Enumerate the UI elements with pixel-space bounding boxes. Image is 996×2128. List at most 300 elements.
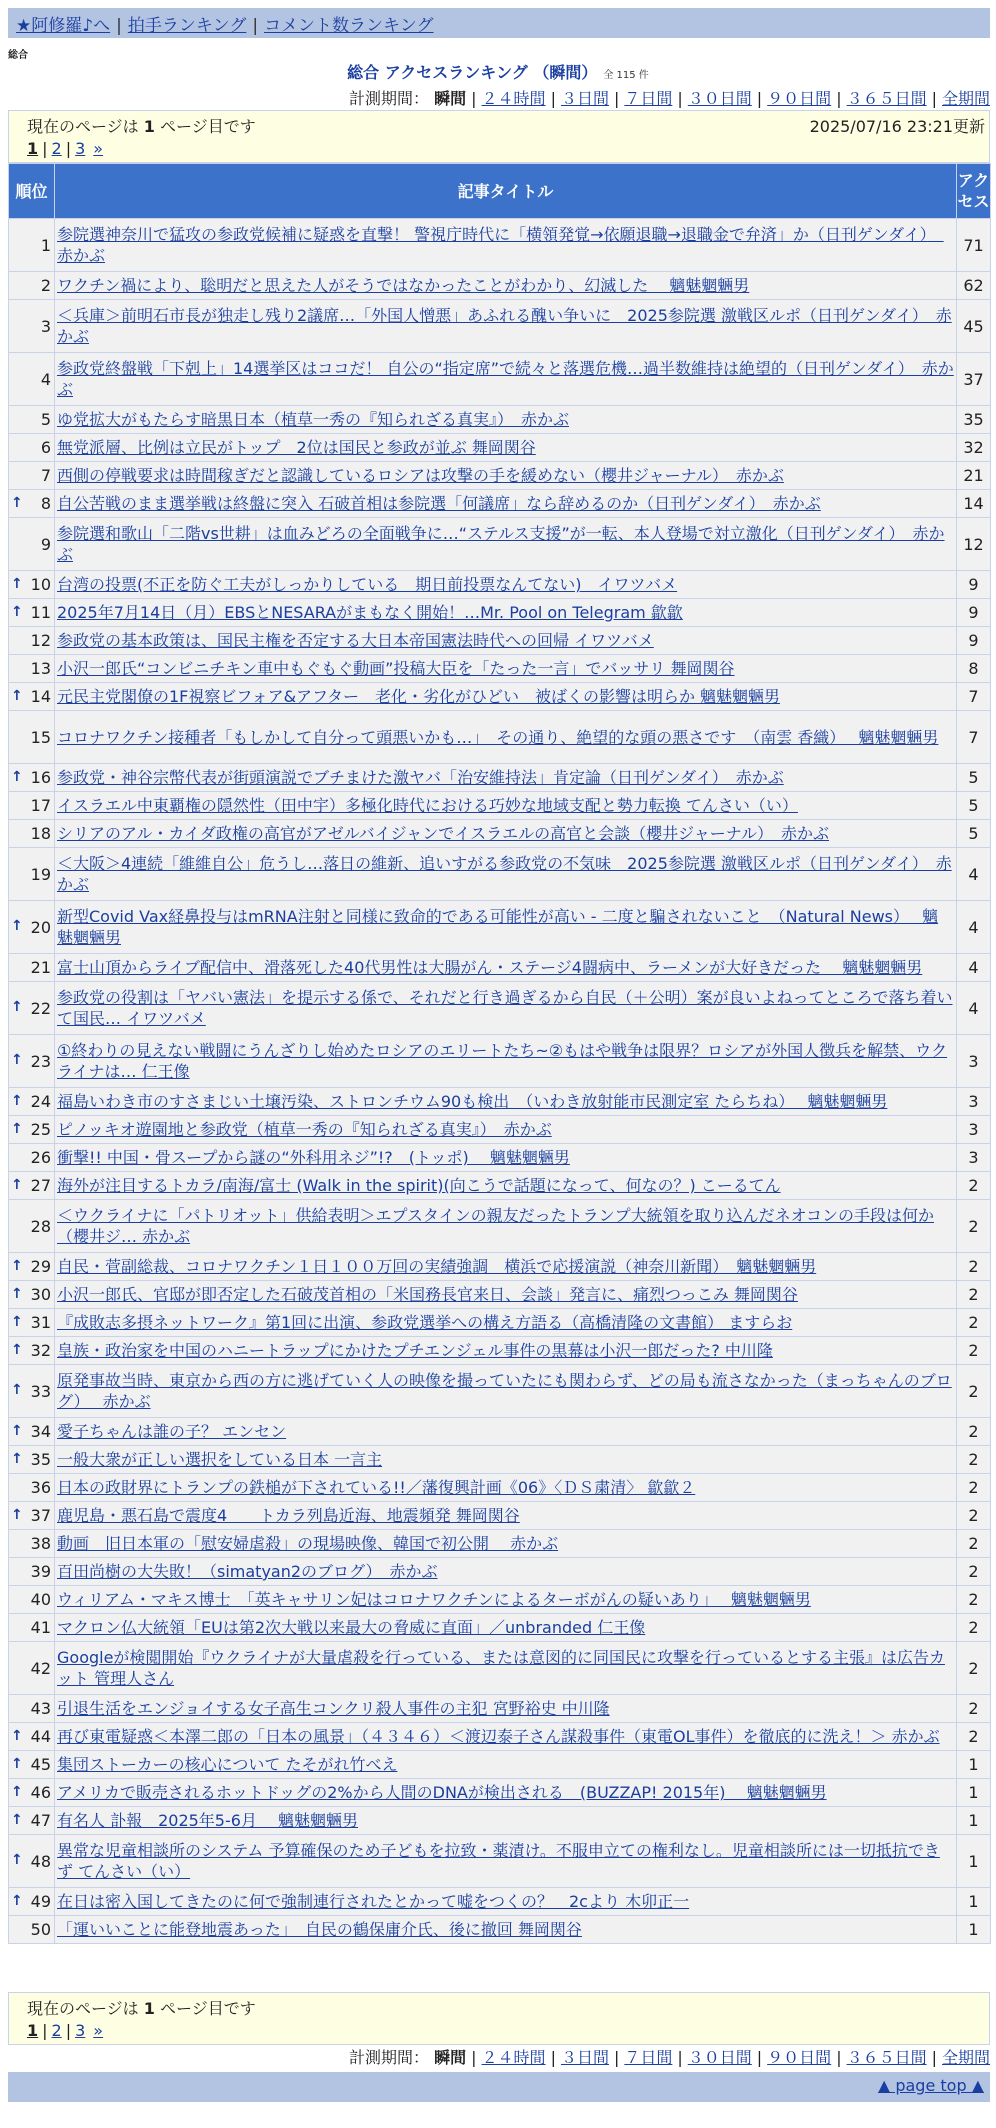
access-count: 45: [957, 300, 991, 353]
up-arrow-icon: ↑: [11, 1450, 23, 1467]
table-row: [9, 1309, 991, 1337]
title-cell: [55, 599, 957, 627]
rank-number: 1: [40, 235, 51, 255]
rank-number: 39: [30, 1562, 51, 1581]
rank-cell: [9, 490, 55, 518]
table-row: [9, 1337, 991, 1365]
up-arrow-icon: ↑: [11, 494, 23, 511]
table-row: [9, 1116, 991, 1144]
rank-cell: [9, 1614, 55, 1642]
rank-number: 40: [30, 1590, 51, 1609]
up-arrow-icon: ↑: [11, 1811, 23, 1828]
table-row: [9, 1365, 991, 1418]
title-cell: [55, 1337, 957, 1365]
rank-cell: [9, 1835, 55, 1888]
ranking-table: [8, 163, 991, 1944]
rank-cell: [9, 518, 55, 571]
table-row: [9, 1502, 991, 1530]
article-link[interactable]: 原発事故当時、東京から西の方に逃げていく人の映像を撮っていたにも関わらず、どの局も流さなかった（まっちゃんのブログ） 赤かぶ: [57, 1371, 952, 1411]
access-count: 7: [957, 683, 991, 711]
rank-number: 36: [30, 1478, 51, 1497]
title-cell: [55, 272, 957, 300]
rank-number: 9: [40, 534, 51, 554]
rank-cell: [9, 683, 55, 711]
up-arrow-icon: ↑: [11, 1422, 23, 1439]
rank-number: 46: [30, 1783, 51, 1802]
rank-number: 48: [30, 1851, 51, 1871]
rank-cell: [9, 272, 55, 300]
access-count: 2: [957, 1530, 991, 1558]
access-count: 1: [957, 1751, 991, 1779]
period-24h-link[interactable]: ２４時間: [481, 89, 546, 108]
rank-cell: [9, 353, 55, 406]
title-cell: [55, 1695, 957, 1723]
comment-ranking-link[interactable]: コメント数ランキング: [264, 16, 434, 36]
table-row: [9, 901, 991, 954]
up-arrow-icon: ↑: [11, 1506, 23, 1523]
rank-number: 19: [30, 864, 51, 884]
period-365d-link[interactable]: ３６５日間: [846, 89, 927, 108]
rank-cell: [9, 954, 55, 982]
up-arrow-icon: ↑: [11, 1257, 23, 1274]
rank-number: 8: [40, 494, 51, 513]
title-cell: [55, 1723, 957, 1751]
page-1-current: 1: [27, 2021, 39, 2040]
title-cell: [55, 434, 957, 462]
next-page-link[interactable]: »: [93, 139, 104, 158]
page-top-link[interactable]: ▲ page top ▲: [877, 2076, 984, 2095]
period-3d-link[interactable]: ３日間: [560, 2048, 609, 2067]
up-arrow-icon: ↑: [11, 687, 23, 704]
rank-number: 5: [40, 410, 51, 429]
updated-timestamp: 2025/07/16 23:21更新: [809, 117, 985, 136]
period-7d-link[interactable]: ７日間: [624, 89, 673, 108]
rank-cell: [9, 599, 55, 627]
article-link[interactable]: 日本の政財界にトランプの鉄槌が下されている!!／藩復興計画《06》〈ＤＳ粛清〉 歙歙２: [57, 1478, 696, 1497]
access-count: 2: [957, 1309, 991, 1337]
article-link[interactable]: 在日は密入国してきたのに何で強制連行されたとかって嘘をつくの？ 2cより 木卯正一: [57, 1892, 690, 1911]
access-count: 2: [957, 1253, 991, 1281]
period-3d-link[interactable]: ３日間: [560, 89, 609, 108]
rank-cell: [9, 1723, 55, 1751]
article-link[interactable]: 新型Covid Vax経鼻投与はmRNA注射と同様に致命的である可能性が高い - 二度と騙されないこと （Natural News） 魑魅魍魎男: [57, 907, 939, 947]
up-arrow-icon: ↑: [11, 1341, 23, 1358]
table-row: [9, 792, 991, 820]
rank-cell: [9, 1916, 55, 1944]
period-selector-bottom: 計測期間： 瞬間 | ２４時間 | ３日間 | ７日間 | ３０日間 | ９０日間 | ３６５日間 | 全期間: [349, 2048, 990, 2067]
rank-cell: [9, 1144, 55, 1172]
article-link[interactable]: 小沢一郎氏“コンビニチキン車中もぐもぐ動画”投稿大臣を「たった一言」でバッサリ 舞岡関谷: [57, 659, 735, 678]
article-link[interactable]: 集団ストーカーの核心について たそがれ竹べえ: [57, 1755, 398, 1774]
pagination: 1 | 2 | 3 »: [27, 2021, 104, 2040]
article-link[interactable]: 「運いいことに能登地震あった」 自民の鶴保庸介氏、後に撤回 舞岡関谷: [57, 1920, 582, 1939]
title-cell: [55, 406, 957, 434]
access-count: 32: [957, 434, 991, 462]
access-count: 1: [957, 1779, 991, 1807]
article-link[interactable]: 富士山頂からライブ配信中、滑落死した40代男性は大腸がん・ステージ4闘病中、ラーメンが大好きだった 魑魅魍魎男: [57, 958, 923, 977]
clap-ranking-link[interactable]: 拍手ランキング: [127, 16, 247, 36]
rank-number: 42: [30, 1658, 51, 1678]
title-cell: [55, 1835, 957, 1888]
access-count: 3: [957, 1144, 991, 1172]
up-arrow-icon: ↑: [11, 768, 23, 785]
rank-number: 49: [30, 1892, 51, 1911]
table-row: [9, 1695, 991, 1723]
rank-cell: [9, 1530, 55, 1558]
article-link[interactable]: 愛子ちゃんは誰の子？ エンセン: [57, 1422, 287, 1441]
rank-cell: [9, 462, 55, 490]
article-link[interactable]: 福島いわき市のすさまじい土壌汚染、ストロンチウム90も検出 （いわき放射能市民測定室 たらちね） 魑魅魍魎男: [57, 1092, 888, 1111]
article-link[interactable]: 自民・菅副総裁、コロナワクチン１日１００万回の実績強調 横浜で応援演説（神奈川新聞） 魑魅魍魎男: [57, 1257, 817, 1276]
rank-cell: [9, 1642, 55, 1695]
rank-number: 38: [30, 1534, 51, 1553]
up-arrow-icon: ↑: [11, 1783, 23, 1800]
table-row: [9, 1474, 991, 1502]
article-link[interactable]: 西側の停戦要求は時間稼ぎだと認識しているロシアは攻撃の手を緩めない（櫻井ジャーナル） 赤かぶ: [57, 466, 784, 485]
rank-number: 12: [30, 631, 51, 650]
title-cell: [55, 764, 957, 792]
rank-number: 7: [40, 466, 51, 485]
table-row: [9, 219, 991, 272]
total-count: 全 115 件: [603, 70, 649, 81]
up-arrow-icon: ↑: [11, 998, 23, 1015]
article-link[interactable]: ウィリアム・マキス博士 「英キャサリン妃はコロナワクチンによるターボがんの疑いあり」 魑魅魍魎男: [57, 1590, 811, 1609]
title-cell: [55, 219, 957, 272]
table-row: [9, 655, 991, 683]
rank-number: 17: [30, 796, 51, 815]
access-count: 1: [957, 1888, 991, 1916]
table-row: [9, 711, 991, 764]
up-arrow-icon: ↑: [11, 917, 23, 934]
rank-number: 44: [30, 1727, 51, 1746]
category-label: 総合: [8, 50, 28, 61]
title-cell: [55, 792, 957, 820]
period-30d-link[interactable]: ３０日間: [687, 89, 752, 108]
access-count: 9: [957, 571, 991, 599]
article-link[interactable]: 百田尚樹の大失敗！（simatyan2のブログ） 赤かぶ: [57, 1562, 438, 1581]
access-count: 3: [957, 1035, 991, 1088]
period-365d-link[interactable]: ３６５日間: [846, 2048, 927, 2067]
rank-cell: [9, 982, 55, 1035]
access-count: 2: [957, 1586, 991, 1614]
page-2-link[interactable]: 2: [51, 2021, 62, 2040]
rank-cell: [9, 1502, 55, 1530]
rank-number: 15: [30, 727, 51, 747]
access-count: 62: [957, 272, 991, 300]
article-link[interactable]: マクロン仏大統領「EUは第2次大戦以来最大の脅威に直面」／unbranded 仁王像: [57, 1618, 646, 1637]
title-cell: [55, 1888, 957, 1916]
period-24h-link[interactable]: ２４時間: [481, 2048, 546, 2067]
separator: |: [252, 16, 259, 36]
rank-cell: [9, 1751, 55, 1779]
rank-cell: [9, 1035, 55, 1088]
separator: |: [116, 16, 122, 36]
table-row: [9, 820, 991, 848]
rank-number: 26: [30, 1148, 51, 1167]
article-link[interactable]: 参政党・神谷宗幣代表が街頭演説でブチまけた激ヤバ「治安維持法」肯定論（日刊ゲンダイ） 赤かぶ: [57, 768, 784, 787]
article-link[interactable]: 無党派層、比例は立民がトップ 2位は国民と参政が並ぶ 舞岡関谷: [57, 438, 536, 457]
article-link[interactable]: 参院選神奈川で猛攻の参政党候補に疑惑を直撃！ 警視庁時代に「横領発覚→依願退職→退職金で弁済」か（日刊ゲンダイ） 赤かぶ: [57, 225, 944, 265]
article-link[interactable]: ＜兵庫＞前明石市長が独走し残り2議席…「外国人憎悪」あふれる醜い争いに 2025参院選 激戦区ルポ（日刊ゲンダイ） 赤かぶ: [57, 306, 952, 346]
access-count: 5: [957, 820, 991, 848]
table-row: [9, 982, 991, 1035]
rank-header: 順位: [9, 164, 55, 219]
access-count: 9: [957, 627, 991, 655]
rank-number: 6: [40, 438, 51, 457]
article-link[interactable]: 元民主党閣僚の1F視察ビフォア&アフター 老化・劣化がひどい 被ばくの影響は明らか 魑魅魍魎男: [57, 687, 781, 706]
article-link[interactable]: ワクチン禍により、聡明だと思えた人がそうではなかったことがわかり、幻滅した 魑魅魍魎男: [57, 276, 750, 295]
top-navigation: [8, 8, 990, 38]
access-count: 1: [957, 1835, 991, 1888]
title-cell: [55, 1614, 957, 1642]
title-cell: [55, 1751, 957, 1779]
rank-number: 14: [30, 687, 51, 706]
up-arrow-icon: ↑: [11, 1092, 23, 1109]
rank-cell: [9, 1586, 55, 1614]
title-cell: [55, 1779, 957, 1807]
rank-number: 2: [40, 276, 51, 295]
rank-cell: [9, 1807, 55, 1835]
rank-number: 21: [30, 958, 51, 977]
title-cell: [55, 901, 957, 954]
table-row: [9, 954, 991, 982]
title-cell: [55, 1365, 957, 1418]
rank-cell: [9, 1779, 55, 1807]
article-link[interactable]: 一般大衆が正しい選択をしている日本 一言主: [57, 1450, 383, 1469]
rank-cell: [9, 434, 55, 462]
article-link[interactable]: ①終わりの見えない戦闘にうんざりし始めたロシアのエリートたち~②もはや戦争は限界？ロシアが外国人徴兵を解禁、ウクライナは… 仁王像: [57, 1041, 948, 1081]
period-90d-link[interactable]: ９０日間: [767, 2048, 832, 2067]
title-cell: [55, 1281, 957, 1309]
article-link[interactable]: 衝撃!! 中国・骨スープから謎の“外科用ネジ”!? (トッポ) 魑魅魍魎男: [57, 1148, 570, 1167]
rank-number: 27: [30, 1176, 51, 1195]
title-cell: [55, 1807, 957, 1835]
period-30d-link[interactable]: ３０日間: [687, 2048, 752, 2067]
page-3-link[interactable]: 3: [75, 2021, 86, 2040]
rank-cell: [9, 571, 55, 599]
table-row: [9, 1253, 991, 1281]
table-row: [9, 1888, 991, 1916]
title-cell: [55, 1172, 957, 1200]
article-link[interactable]: ピノッキオ遊園地と参政党（植草一秀の『知られざる真実』） 赤かぶ: [57, 1120, 552, 1139]
article-link[interactable]: 参政党の基本政策は、国民主権を否定する大日本帝国憲法時代への回帰 イワツバメ: [57, 631, 654, 650]
table-row: [9, 764, 991, 792]
access-count: 4: [957, 982, 991, 1035]
table-row: [9, 1723, 991, 1751]
table-row: [9, 406, 991, 434]
access-count: 2: [957, 1365, 991, 1418]
access-count: 37: [957, 353, 991, 406]
rank-number: 47: [30, 1811, 51, 1830]
up-arrow-icon: ↑: [11, 1755, 23, 1772]
period-all-link[interactable]: 全期間: [941, 89, 990, 108]
title-cell: [55, 1502, 957, 1530]
table-row: [9, 1418, 991, 1446]
access-count: 12: [957, 518, 991, 571]
access-count: 1: [957, 1807, 991, 1835]
up-arrow-icon: ↑: [11, 1285, 23, 1302]
table-row: [9, 1916, 991, 1944]
period-90d-link[interactable]: ９０日間: [767, 89, 832, 108]
rank-number: 22: [30, 998, 51, 1018]
access-count: 2: [957, 1695, 991, 1723]
title-cell: [55, 1088, 957, 1116]
table-row: [9, 300, 991, 353]
rank-cell: [9, 1337, 55, 1365]
rank-cell: [9, 1418, 55, 1446]
rank-number: 41: [30, 1618, 51, 1637]
access-count: 2: [957, 1418, 991, 1446]
rank-cell: [9, 764, 55, 792]
article-link[interactable]: 参政党終盤戦「下剋上」14選挙区はココだ！ 自公の“指定席”で続々と落選危機…過半数維持は絶望的（日刊ゲンダイ） 赤かぶ: [57, 359, 954, 399]
page-title: 総合 アクセスランキング （瞬間）: [347, 63, 598, 82]
up-arrow-icon: ↑: [11, 575, 23, 592]
rank-number: 24: [30, 1092, 51, 1111]
title-cell: [55, 655, 957, 683]
article-link[interactable]: 皇族・政治家を中国のハニートラップにかけたプチエンジェル事件の黒幕は小沢一郎だった? 中川隆: [57, 1341, 773, 1360]
article-link[interactable]: 海外が注目するトカラ/南海/富士 (Walk in the spirit)(向こうで話題になって、何なの？) こーるてん: [57, 1176, 781, 1195]
rank-number: 31: [30, 1313, 51, 1332]
rank-cell: [9, 1281, 55, 1309]
rank-cell: [9, 1474, 55, 1502]
title-cell: [55, 1586, 957, 1614]
period-all-link[interactable]: 全期間: [941, 2048, 990, 2067]
rank-number: 33: [30, 1381, 51, 1401]
article-link[interactable]: ＜ウクライナに「パトリオット」供給表明＞エプスタインの親友だったトランプ大統領を取り込んだネオコンの手段は何か（櫻井ジ… 赤かぶ: [57, 1206, 934, 1246]
article-link[interactable]: 参院選和歌山「二階vs世耕」は血みどろの全面戦争に…“ステルス支援”が一転、本人登場で対立激化（日刊ゲンダイ） 赤かぶ: [57, 524, 945, 564]
page-3-link[interactable]: 3: [75, 139, 86, 158]
access-count: 2: [957, 1281, 991, 1309]
article-link[interactable]: 鹿児島・悪石島で震度4 トカラ列島近海、地震頻発 舞岡関谷: [57, 1506, 520, 1525]
rank-number: 28: [30, 1216, 51, 1236]
title-cell: [55, 1916, 957, 1944]
table-row: [9, 1281, 991, 1309]
table-row: [9, 1614, 991, 1642]
table-row: [9, 1751, 991, 1779]
access-count: 5: [957, 764, 991, 792]
current-page-text: 現在のページは 1 ページ目です: [27, 117, 256, 136]
article-link[interactable]: アメリカで販売されるホットドッグの2%から人間のDNAが検出される (BUZZAP! 2015年) 魑魅魍魎男: [57, 1783, 827, 1802]
article-link[interactable]: 再び東電疑惑＜本澤二郎の「日本の風景」（４３４６）＜渡辺泰子さん謀殺事件（東電OL事件）を徹底的に洗え！＞ 赤かぶ: [57, 1727, 940, 1746]
article-link[interactable]: ゆ党拡大がもたらす暗黒日本（植草一秀の『知られざる真実』） 赤かぶ: [57, 410, 570, 429]
table-row: [9, 1835, 991, 1888]
title-cell: [55, 300, 957, 353]
table-row: [9, 1530, 991, 1558]
table-row: [9, 1807, 991, 1835]
title-cell: [55, 711, 957, 764]
ranking-rows: [9, 219, 991, 1944]
rank-number: 25: [30, 1120, 51, 1139]
title-cell: [55, 954, 957, 982]
access-header: アクセス: [957, 164, 991, 219]
access-count: 2: [957, 1200, 991, 1253]
rank-cell: [9, 1446, 55, 1474]
rank-cell: [9, 1695, 55, 1723]
table-row: [9, 462, 991, 490]
table-row: [9, 490, 991, 518]
rank-cell: [9, 1172, 55, 1200]
rank-cell: [9, 300, 55, 353]
article-link[interactable]: 2025年7月14日（月）EBSとNESARAがまもなく開始！…Mr. Pool on Telegram 歙歙: [57, 603, 683, 622]
page-info-top: [8, 110, 990, 163]
article-link[interactable]: 台湾の投票(不正を防ぐ工夫がしっかりしている 期日前投票なんてない) イワツバメ: [57, 575, 678, 594]
access-count: 4: [957, 848, 991, 901]
access-count: 7: [957, 711, 991, 764]
period-current: 瞬間: [434, 2048, 467, 2067]
article-link[interactable]: 小沢一郎氏、官邸が即否定した石破茂首相の「米国務長官来日、会談」発言に、痛烈つっこみ 舞岡関谷: [57, 1285, 798, 1304]
period-7d-link[interactable]: ７日間: [624, 2048, 673, 2067]
title-cell: [55, 462, 957, 490]
up-arrow-icon: ↑: [11, 1176, 23, 1193]
article-link[interactable]: 有名人 訃報 2025年5-6月 魑魅魍魎男: [57, 1811, 359, 1830]
rank-number: 16: [30, 768, 51, 787]
footer-bar: [8, 2072, 990, 2102]
article-link[interactable]: ＜大阪＞4連続「維維自公」危うし…落日の維新、追いすがる参政党の不気味 2025参院選 激戦区ルポ（日刊ゲンダイ） 赤かぶ: [57, 854, 952, 894]
table-row: [9, 1779, 991, 1807]
page-2-link[interactable]: 2: [51, 139, 62, 158]
article-link[interactable]: 自公苦戦のまま選挙戦は終盤に突入 石破首相は参院選「何議席」なら辞めるのか（日刊ゲンダイ） 赤かぶ: [57, 494, 821, 513]
access-count: 2: [957, 1642, 991, 1695]
article-link[interactable]: 異常な児童相談所のシステム 予算確保のため子どもを拉致・薬漬け。不服申立ての権利なし。児童相談所には一切抵抗できず てんさい（い）: [57, 1841, 940, 1881]
rank-number: 23: [30, 1051, 51, 1071]
table-row: [9, 1088, 991, 1116]
up-arrow-icon: ↑: [11, 1381, 23, 1398]
access-count: 2: [957, 1172, 991, 1200]
article-link[interactable]: シリアのアル・カイダ政権の高官がアゼルバイジャンでイスラエルの高官と会談（櫻井ジャーナル） 赤かぶ: [57, 824, 830, 843]
table-row: [9, 1172, 991, 1200]
table-row: [9, 272, 991, 300]
page-info-bottom: [8, 1992, 990, 2045]
table-row: [9, 1642, 991, 1695]
article-link[interactable]: 引退生活をエンジョイする女子高生コンクリ殺人事件の主犯 宮野裕史 中川隆: [57, 1699, 610, 1718]
title-cell: [55, 353, 957, 406]
title-cell: [55, 820, 957, 848]
rank-cell: [9, 655, 55, 683]
rank-number: 32: [30, 1341, 51, 1360]
access-count: 21: [957, 462, 991, 490]
rank-cell: [9, 1200, 55, 1253]
access-count: 4: [957, 901, 991, 954]
article-link[interactable]: イスラエル中東覇権の隠然性（田中宇）多極化時代における巧妙な地域支配と勢力転換 てんさい（い）: [57, 796, 798, 815]
title-cell: [55, 1144, 957, 1172]
access-count: 2: [957, 1614, 991, 1642]
rank-number: 11: [30, 603, 51, 622]
article-link[interactable]: 動画 旧日本軍の「慰安婦虐殺」の現場映像、韓国で初公開 赤かぶ: [57, 1534, 559, 1553]
article-link[interactable]: 参政党の役割は「ヤバい憲法」を提示する係で、それだと行き過ぎるから自民（＋公明）案が良いよねってところで落ち着いて国民… イワツバメ: [57, 988, 953, 1028]
article-link[interactable]: コロナワクチン接種者「もしかして自分って頭悪いかも…」 その通り、絶望的な頭の悪さです （南雲 香織） 魑魅魍魎男: [57, 727, 939, 747]
rank-cell: [9, 1309, 55, 1337]
access-count: 71: [957, 219, 991, 272]
up-arrow-icon: ↑: [11, 1313, 23, 1330]
rank-cell: [9, 1253, 55, 1281]
table-row: [9, 571, 991, 599]
period-current: 瞬間: [434, 89, 467, 108]
title-cell: [55, 1200, 957, 1253]
article-link[interactable]: Googleが検閲開始『ウクライナが大量虐殺を行っている、または意図的に同国民に攻撃を行っているとする主張』は広告カット 管理人さん: [57, 1648, 945, 1688]
article-link[interactable]: 『成敗志多摂ネットワーク』第1回に出演、参政党選挙への構え方語る（高橋清隆の文書館） ますらお: [57, 1313, 793, 1332]
access-count: 2: [957, 1474, 991, 1502]
rank-number: 29: [30, 1257, 51, 1276]
rank-number: 13: [30, 659, 51, 678]
title-cell: [55, 1418, 957, 1446]
title-cell: [55, 848, 957, 901]
next-page-link[interactable]: »: [93, 2021, 104, 2040]
access-count: 9: [957, 599, 991, 627]
up-arrow-icon: ↑: [11, 1892, 23, 1909]
home-link[interactable]: ★阿修羅♪へ: [16, 16, 111, 36]
title-cell: [55, 683, 957, 711]
up-arrow-icon: ↑: [11, 1120, 23, 1137]
